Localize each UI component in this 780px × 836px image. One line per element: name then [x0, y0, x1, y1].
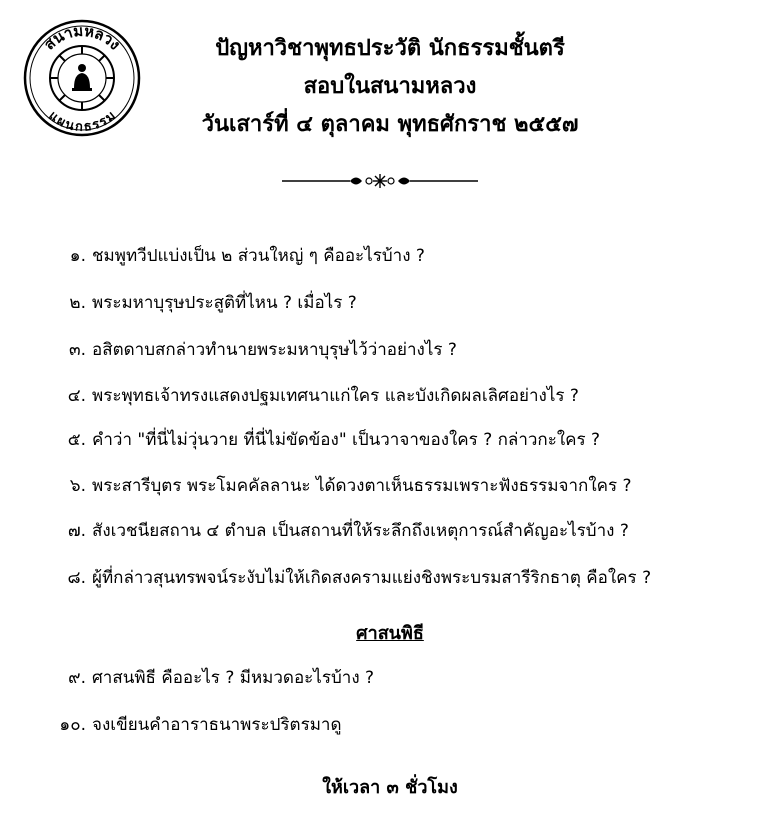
question-text: สังเวชนียสถาน ๔ ตำบล เป็นสถานที่ให้ระลึกถึงเหตุการณ์สำคัญอะไรบ้าง ? [92, 521, 629, 541]
question-text: พระพุทธเจ้าทรงแสดงปฐมเทศนาแก่ใคร และบังเกิดผลเลิศอย่างไร ? [92, 386, 579, 406]
question-6 [30, 472, 632, 499]
question-number: ๘. [67, 568, 86, 588]
question-10 [30, 711, 342, 738]
question-number: ๒. [69, 293, 86, 313]
seal-top-text: สนามหลวง [40, 21, 124, 54]
question-number: ๕. [67, 430, 86, 450]
exam-subtitle: สอบในสนามหลวง [303, 74, 477, 99]
question-number: ๓. [68, 340, 86, 360]
question-text: ศาสนพิธี คืออะไร ? มีหมวดอะไรบ้าง ? [92, 668, 375, 688]
exam-title: ปัญหาวิชาพุทธประวัติ นักธรรมชั้นตรี [215, 36, 565, 61]
question-4 [30, 382, 579, 409]
question-1 [30, 242, 425, 269]
question-text: พระสารีบุตร พระโมคคัลลานะ ได้ดวงตาเห็นธรรมเพราะฟังธรรมจากใคร ? [92, 476, 632, 496]
sanam-luang-seal-logo [22, 18, 142, 138]
ornament-divider [280, 170, 480, 192]
question-number: ๖. [69, 476, 86, 496]
seal-bottom-text: แผนกธรรม [45, 108, 119, 135]
question-text: อสิตดาบสกล่าวทำนายพระมหาบุรุษไว้ว่าอย่างไร ? [92, 340, 457, 360]
question-text: จงเขียนคำอาราธนาพระปริตรมาดู [92, 715, 342, 735]
exam-header [150, 30, 630, 144]
time-allowed: ให้เวลา ๓ ชั่วโมง [322, 777, 458, 798]
exam-date: วันเสาร์ที่ ๔ ตุลาคม พุทธศักราช ๒๕๕๗ [201, 112, 579, 137]
question-number: ๙. [68, 668, 86, 688]
question-3 [30, 336, 457, 363]
question-number: ๑. [69, 246, 86, 266]
question-text: คำว่า "ที่นี่ไม่วุ่นวาย ที่นี่ไม่ขัดข้อง" เป็นวาจาของใคร ? กล่าวกะใคร ? [92, 430, 601, 450]
question-9 [30, 664, 374, 691]
question-2 [30, 289, 357, 316]
svg-text:แผนกธรรม [45, 109, 118, 135]
question-text: ผู้ที่กล่าวสุนทรพจน์ระงับไม่ให้เกิดสงครามแย่งชิงพระบรมสารีริกธาตุ คือใคร ? [92, 568, 652, 588]
section-heading [0, 618, 780, 647]
question-number: ๔. [67, 386, 86, 406]
question-text: พระมหาบุรุษประสูติที่ไหน ? เมื่อไร ? [92, 293, 357, 313]
question-text: ชมพูทวีปแบ่งเป็น ๒ ส่วนใหญ่ ๆ คืออะไรบ้าง ? [92, 246, 425, 266]
question-5 [30, 426, 600, 453]
question-7 [30, 517, 629, 544]
question-8 [30, 564, 651, 591]
question-number: ๑๐. [59, 715, 86, 735]
question-number: ๗. [67, 521, 86, 541]
section-title: ศาสนพิธี [356, 623, 424, 644]
